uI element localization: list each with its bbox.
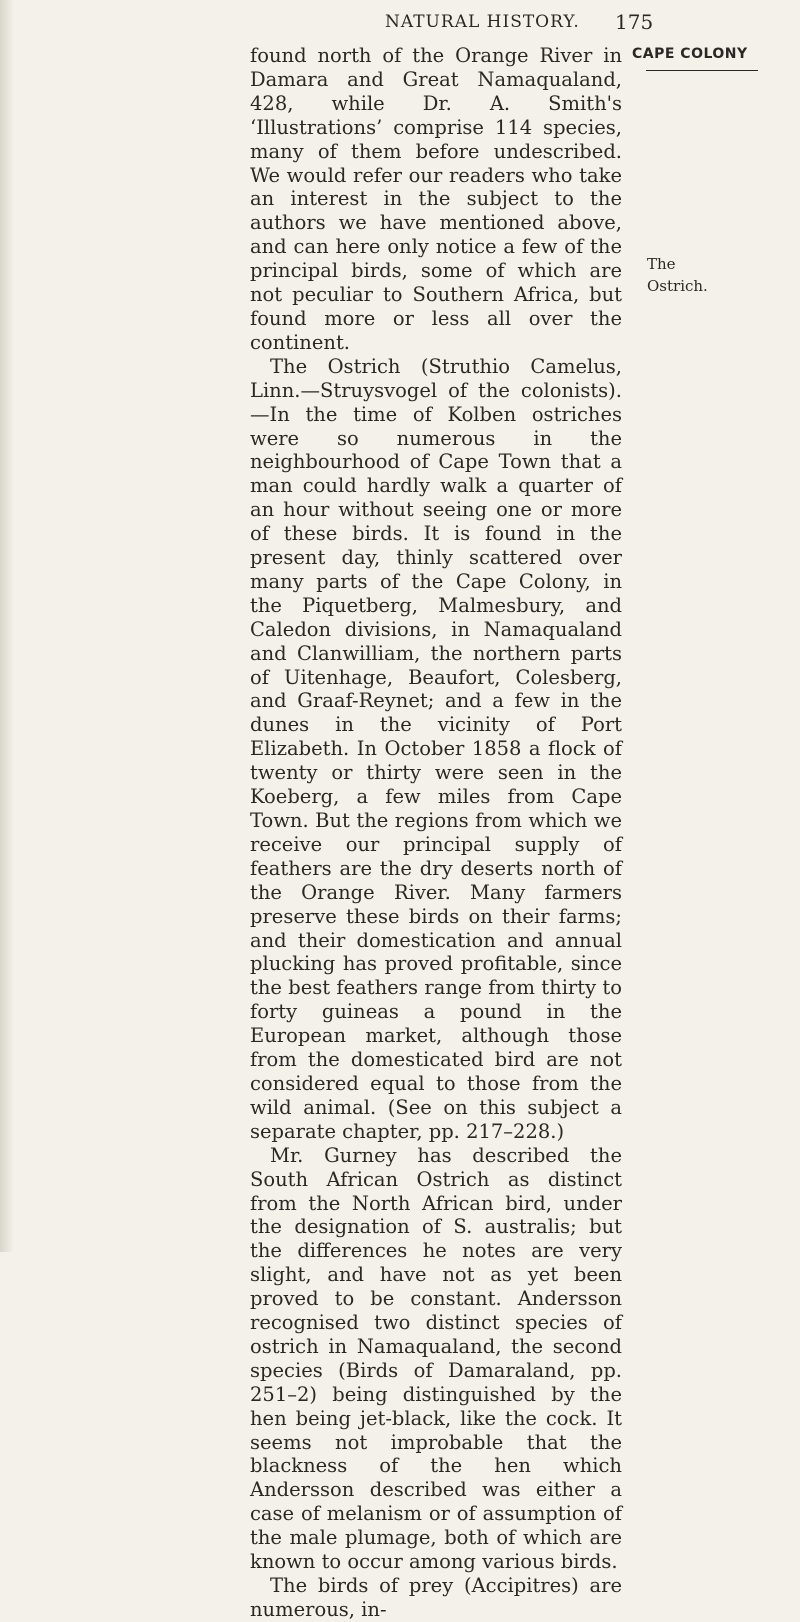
running-head [0, 12, 800, 42]
body-text [250, 44, 622, 1622]
side-heading-rule [646, 70, 758, 71]
paragraph: The birds of prey (Accipitres) are numerous, in- [250, 1574, 622, 1621]
margin-note-line: Ostrich. [647, 277, 708, 295]
paragraph: The Ostrich (Struthio Camelus, Linn.—Struysvogel of the colonists).—In the time of Kolben ostriches were so numerous in the neighbourhood of Cape Town that a man could hardly walk a quarter of an hour without seeing one or more of these birds. It is found in the present day, thinly scattered over many parts of the Cape Colony, in the Piquetberg, Malmesbury, and Caledon divisions, in Namaqualand and Clanwilliam, the northern parts of Uitenhage, Beaufort, Colesberg, and Graaf-Reynet; and a few in the dunes in the vicinity of Port Elizabeth. In October 1858 a flock of twenty or thirty were seen in the Koeberg, a few miles from Cape Town. But the regions from which we receive our principal supply of feathers are the dry deserts north of the Orange River. Many farmers preserve these birds on their farms; and their domestication and annual plucking has proved profitable, since the best feathers range from thirty to forty guineas a pound in the European market, although those from the domesticated bird are not considered equal to those from the wild animal. (See on this subject a separate chapter, pp. 217–228.) [250, 354, 622, 1143]
running-head-title: NATURAL HISTORY. [385, 12, 580, 32]
margin-note-line: The [647, 255, 676, 273]
margin-note [647, 253, 708, 297]
page-gutter [0, 0, 14, 1252]
paragraph: found north of the Orange River in Damara and Great Namaqualand, 428, while Dr. A. Smith's ‘Illustrations’ comprise 114 species, many of them before undescribed. We would refer our readers who take an interest in the subject to the authors we have mentioned above, and can here only notice a few of the principal birds, some of which are not peculiar to Southern Africa, but found more or less all over the continent. [250, 44, 622, 354]
paragraph: Mr. Gurney has described the South African Ostrich as distinct from the North African bird, under the designation of S. australis; but the differences he notes are very slight, and have not as yet been proved to be constant. Andersson recognised two distinct species of ostrich in Namaqualand, the second species (Birds of Damaraland, pp. 251–2) being distinguished by the hen being jet-black, like the cock. It seems not improbable that the blackness of the hen which Andersson described was either a case of melanism or of assumption of the male plumage, both of which are known to occur among various birds. [250, 1143, 622, 1574]
page-number: 175 [615, 10, 654, 34]
side-heading: CAPE COLONY [632, 46, 748, 62]
